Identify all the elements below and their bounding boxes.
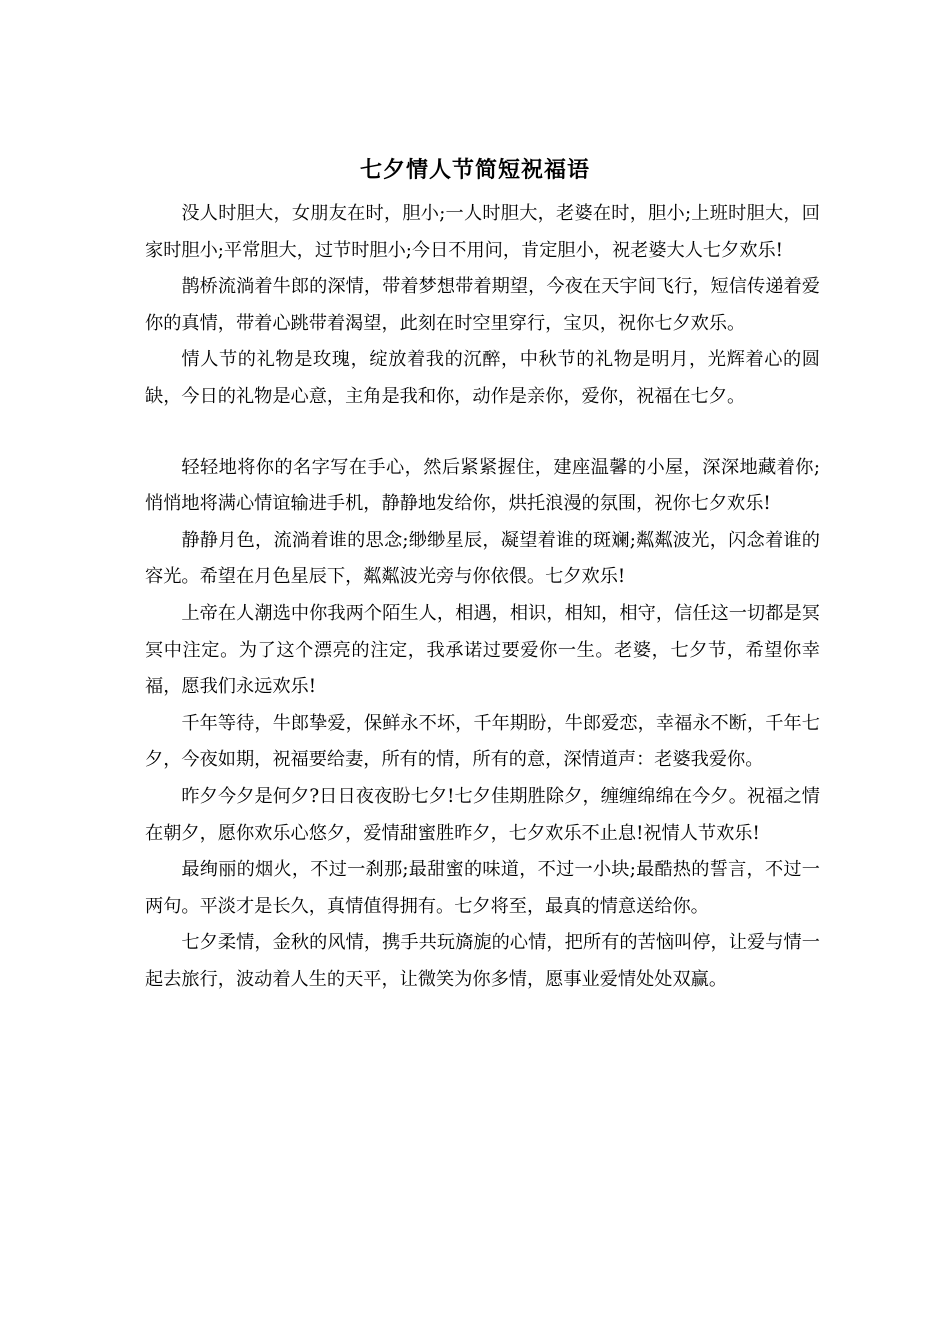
paragraph: 轻轻地将你的名字写在手心，然后紧紧握住，建座温馨的小屋，深深地藏着你;悄悄地将满心情谊输进手机，静静地发给你，烘托浪漫的氛围，祝你七夕欢乐!: [145, 456, 820, 515]
paragraph: 千年等待，牛郎挚爱，保鲜永不坏，千年期盼，牛郎爱恋，幸福永不断，千年七夕，今夜如期，祝福要给妻，所有的情，所有的意，深情道声：老婆我爱你。: [145, 712, 820, 771]
document-title: 七夕情人节简短祝福语: [359, 157, 590, 183]
document-body: [145, 196, 820, 998]
paragraph: 昨夕今夕是何夕?日日夜夜盼七夕!七夕佳期胜除夕，缠缠绵绵在今夕。祝福之情在朝夕，愿你欢乐心悠夕，爱情甜蜜胜昨夕，七夕欢乐不止息!祝情人节欢乐!: [145, 785, 820, 844]
paragraph: 上帝在人潮选中你我两个陌生人，相遇，相识，相知，相守，信任这一切都是冥冥中注定。为了这个漂亮的注定，我承诺过要爱你一生。老婆，七夕节，希望你幸福，愿我们永远欢乐!: [145, 602, 820, 698]
paragraph: 鹊桥流淌着牛郎的深情，带着梦想带着期望，今夜在天宇间飞行，短信传递着爱你的真情，带着心跳带着渴望，此刻在时空里穿行，宝贝，祝你七夕欢乐。: [145, 276, 820, 334]
paragraph: 情人节的礼物是玫瑰，绽放着我的沉醉，中秋节的礼物是明月，光辉着心的圆缺，今日的礼物是心意，主角是我和你，动作是亲你，爱你，祝福在七夕。: [145, 349, 820, 407]
paragraph-gap: [145, 416, 820, 450]
paragraph: 七夕柔情，金秋的风情，携手共玩旖旎的心情，把所有的苦恼叫停，让爱与情一起去旅行，波动着人生的天平，让微笑为你多情，愿事业爱情处处双赢。: [145, 932, 820, 990]
paragraph: 没人时胆大，女朋友在时，胆小;一人时胆大，老婆在时，胆小;上班时胆大，回家时胆小;平常胆大，过节时胆小;今日不用问，肯定胆小，祝老婆大人七夕欢乐!: [145, 203, 820, 261]
paragraph: 最绚丽的烟火，不过一刹那;最甜蜜的味道，不过一小块;最酷热的誓言，不过一两句。平淡才是长久，真情值得拥有。七夕将至，最真的情意送给你。: [145, 859, 820, 917]
paragraph: 静静月色，流淌着谁的思念;缈缈星辰，凝望着谁的斑斓;粼粼波光，闪念着谁的容光。希望在月色星辰下，粼粼波光旁与你依偎。七夕欢乐!: [145, 529, 820, 588]
